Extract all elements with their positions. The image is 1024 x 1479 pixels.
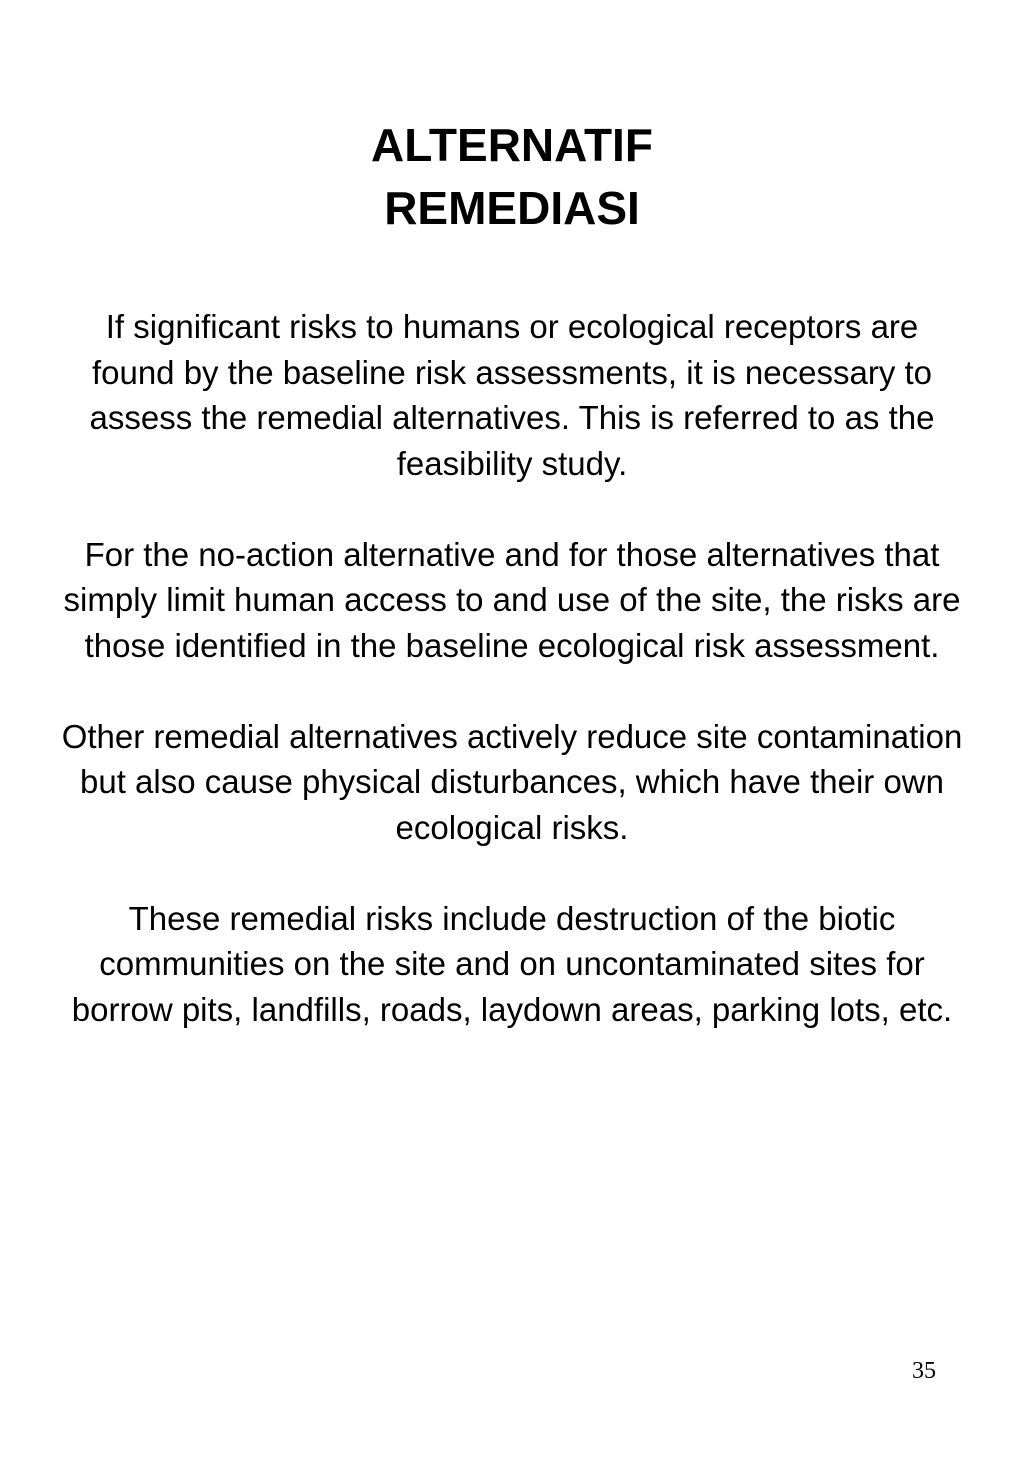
paragraph-no-action-alternative: For the no-action alternative and for those alternatives that simply limit human access to and use of the site, the risks are those identified in the baseline ecological risk assessment. — [63, 535, 961, 664]
page-number: 35 — [912, 1358, 936, 1384]
paragraph-other-alternatives: Other remedial alternatives actively reduce site contamination but also cause physical disturbances, which have their own ecological risks. — [61, 717, 963, 846]
paragraph-remedial-risks: These remedial risks include destruction of the biotic communities on the site and on uncontaminated sites for borrow pits, landfills, roads, laydown areas, parking lots, etc. — [71, 899, 953, 1028]
slide-title-line-1: ALTERNATIF — [371, 119, 653, 171]
slide-title — [0, 114, 1024, 240]
slide-title-line-2: REMEDIASI — [384, 182, 640, 234]
slide-body — [60, 304, 964, 1078]
paragraph-feasibility-study: If significant risks to humans or ecological receptors are found by the baseline risk assessments, it is necessary to assess the remedial alternatives. This is referred to as the feasibility study. — [89, 308, 935, 482]
